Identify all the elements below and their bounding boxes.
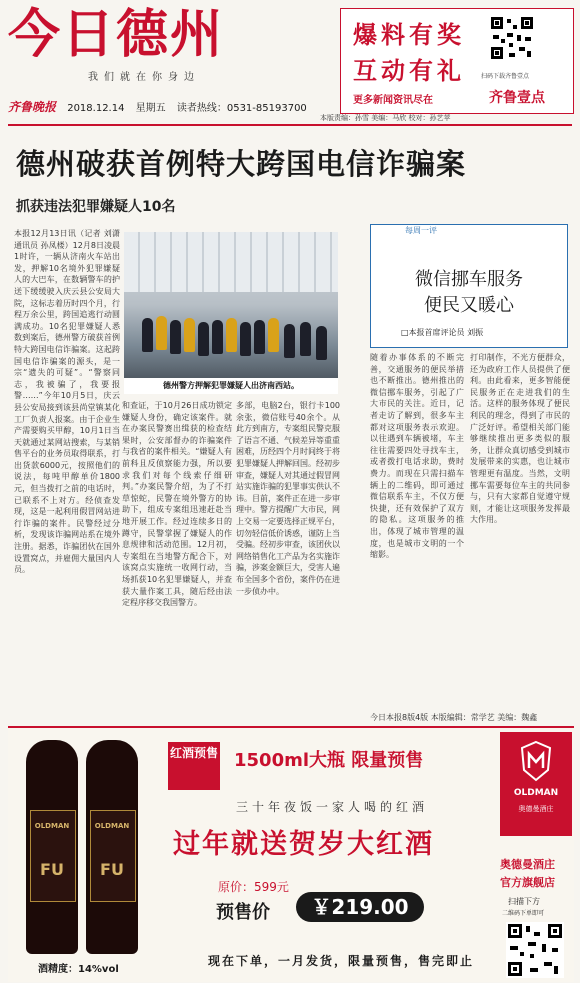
qr-label: 扫码下载齐鲁壹点 bbox=[481, 73, 530, 80]
wine-price: ￥219.00 bbox=[296, 892, 424, 922]
scan-instruction: 扫描下方 bbox=[508, 897, 540, 906]
masthead-divider bbox=[8, 124, 572, 126]
masthead-info bbox=[8, 98, 338, 118]
editor-credits: 本版责编：孙雪 美编：马欣 校对：孙艺苹 bbox=[320, 114, 451, 122]
article-column-1: 本报12月13日讯（记者 刘潇 通讯员 孙凤楼）12月8日凌晨1时许，一辆从济南火车站出发，押解10名境外犯罪嫌疑人的大巴车，在数辆警车的护送下缓缓驶入庆云县公安局大院，这标志着历时四个月，行程万余公里，跨国追逃行动圆满成功。10名犯罪嫌疑人悉数到案后，德州警方破获首例特大跨国电信诈骗案。这起跨国电信诈骗案的源头，是一宗“遗失的可疑”。“警察同志，我被骗了，我要报警……”今年10月5日，庆云县公安局接到该县尚堂镇某化工厂负责人报案。由于企业生产需要购买甲醇，10月1日当天就通过某网站搜索，与某销售平台的业务员取得联系，打出货款6000元，按照他们的说法，每吨甲醇单价1800元，但当拨打之前的电话时，已联系不上对方。经侦查发现，这是一起利用假冒网站进行诈骗的案件。民警经过分析，发现该诈骗网站系在境外注册。据悉，诈骗团伙在国外设置窝点，并雇佣大量国内人员。 bbox=[14, 229, 120, 575]
qr-code-icon[interactable] bbox=[489, 15, 535, 67]
bottle-brand: OLDMAN bbox=[34, 822, 70, 830]
scan-instruction-2: 二维码下单即可 bbox=[502, 910, 545, 917]
article-subhead: 抓获违法犯罪嫌疑人10名 bbox=[16, 199, 176, 215]
wine-tag: 红酒预售 bbox=[168, 742, 220, 790]
commentary-box[interactable] bbox=[370, 224, 568, 348]
wine-subline: 三十年夜饭一家人喝的红酒 bbox=[236, 800, 429, 814]
wine-big-slogan: 过年就送贺岁大红酒 bbox=[173, 829, 434, 860]
ad-line-2: 互动有礼 bbox=[353, 57, 465, 85]
wine-advertisement[interactable] bbox=[8, 726, 574, 982]
brand-name: OLDMAN bbox=[513, 788, 559, 798]
photo-caption: 德州警方押解犯罪嫌疑人出济南西站。 bbox=[124, 378, 338, 394]
qr-code-icon[interactable] bbox=[506, 922, 564, 978]
ad-tagline: 更多新闻资讯尽在 bbox=[353, 95, 433, 106]
shield-icon bbox=[520, 740, 552, 782]
commentary-column-1: 随着办事体系的不断完善，交通服务的便民举措也不断推出。德州推出的微信挪车服务，引起了广大市民的关注。近日，记者走访了解到，很多车主都对这项服务表示欢迎。以往遇到车辆被堵，车主往往需要四处寻找车主，或者拨打电话求助，费时费力。而现在只需扫描车辆上的二维码，即可通过微信联系车主，不仅方便快捷，还有效保护了双方的隐私。这项服务的推出，体现了城市管理的温度，也是城市文明的一个缩影。 bbox=[370, 353, 464, 560]
article-headline[interactable]: 德州破获首例特大跨国电信诈骗案 bbox=[16, 147, 467, 181]
wine-abv: 酒精度：14%vol bbox=[38, 964, 119, 975]
commentary-title-line-1: 微信挪车服务 bbox=[415, 269, 523, 290]
shop-name: 奥德曼酒庄 bbox=[500, 858, 555, 871]
issue-date: 2018.12.14 bbox=[67, 103, 125, 114]
station-ceiling bbox=[124, 232, 338, 292]
ad-line-1: 爆料有奖 bbox=[353, 21, 465, 49]
masthead-title: 今日德州 bbox=[8, 5, 225, 65]
page-footer: 今日本报8版4版 本版编辑：常学艺 美编：魏鑫 bbox=[370, 713, 538, 722]
commentary-title-line-2: 便民又暖心 bbox=[424, 295, 514, 316]
wine-original-price: 原价：599元 bbox=[218, 880, 289, 894]
commentary-column-2: 打印制作，不光方便群众，还为政府工作人员提供了便利。由此看来，更多智能便民服务正在走进我们的生活。这样的服务体现了便民利民的理念，得到了市民的广泛好评。希望相关部门能够继续推出更多类似的服务，让群众真切感受到城市发展带来的实惠，也让城市管理更有温度。当然，文明挪车需要每位车主的共同参与，只有大家都自觉遵守规则，才能让这项服务发挥最大作用。 bbox=[470, 353, 570, 525]
bottle-mark: FU bbox=[40, 860, 64, 879]
commentary-tag: 每周一评 bbox=[405, 226, 437, 235]
issue-weekday: 星期五 bbox=[135, 103, 166, 114]
paper-name: 齐鲁晚报 bbox=[8, 100, 57, 114]
article-photo bbox=[124, 232, 338, 394]
bottle-mark: FU bbox=[100, 860, 124, 879]
commentary-author: □本报首席评论员 刘振 bbox=[401, 328, 484, 337]
wine-bottom-note: 现在下单，一月发货，限量预售，售完即止 bbox=[208, 954, 475, 968]
wine-headline: 1500ml大瓶 限量预售 bbox=[234, 750, 424, 771]
masthead-slogan: 我们就在你身边 bbox=[88, 72, 200, 83]
article-column-3: 多部，电脑2台，银行卡100余张，微信账号40余个。从此方到南方，专案组民警克服了语言不通、气候差异等重重困难，历经四个月时间终于将犯罪嫌疑人押解回国。经初步审查，嫌疑人对其通过假冒网站实施诈骗的犯罪事实供认不讳。目前，案件正在进一步审理中。警方提醒广大市民，网上交易一定要选择正规平台，切勿轻信低价诱惑，谨防上当受骗。经初步审查，该团伙以网络销售化工产品为名实施诈骗，涉案金额巨大，受害人遍布全国多个省份，案件仍在进一步侦办中。 bbox=[236, 401, 340, 596]
wine-bottles bbox=[22, 740, 168, 960]
oldman-logo bbox=[500, 732, 572, 836]
top-ad[interactable] bbox=[340, 8, 574, 114]
reader-hotline: 读者热线：0531-85193700 bbox=[176, 103, 307, 114]
wine-presale-label: 预售价 bbox=[216, 902, 270, 923]
brand-name-cn: 奥德曼酒庄 bbox=[518, 805, 554, 813]
bottle-brand: OLDMAN bbox=[94, 822, 130, 830]
wine-bottle bbox=[86, 740, 138, 954]
ad-brand: 齐鲁壹点 bbox=[489, 90, 545, 106]
wine-bottle bbox=[26, 740, 78, 954]
shop-type: 官方旗舰店 bbox=[500, 876, 555, 889]
article-column-2: 和查证，于10月26日成功锁定嫌疑人身份，确定该案件。就在办案民警赛出缉获的检查结果时，公安部督办的诈骗案件与我省的案件相关。“嫌疑人有前科且反侦察能力强，所以要求我们对每个线索仔细研判。”办案民警介绍，为了不打草惊蛇，民警在境外警方的协助下，组成专案组迅速赶赴当地开展工作。经过连续多日的蹲守，民警掌握了嫌疑人的作息规律和活动范围。12月初，专案组在当地警方配合下，对该窝点实施统一收网行动，当场抓获10名犯罪嫌疑人，并查获大量作案工具，随后经由法定程序移交我国警方。 bbox=[122, 401, 232, 608]
